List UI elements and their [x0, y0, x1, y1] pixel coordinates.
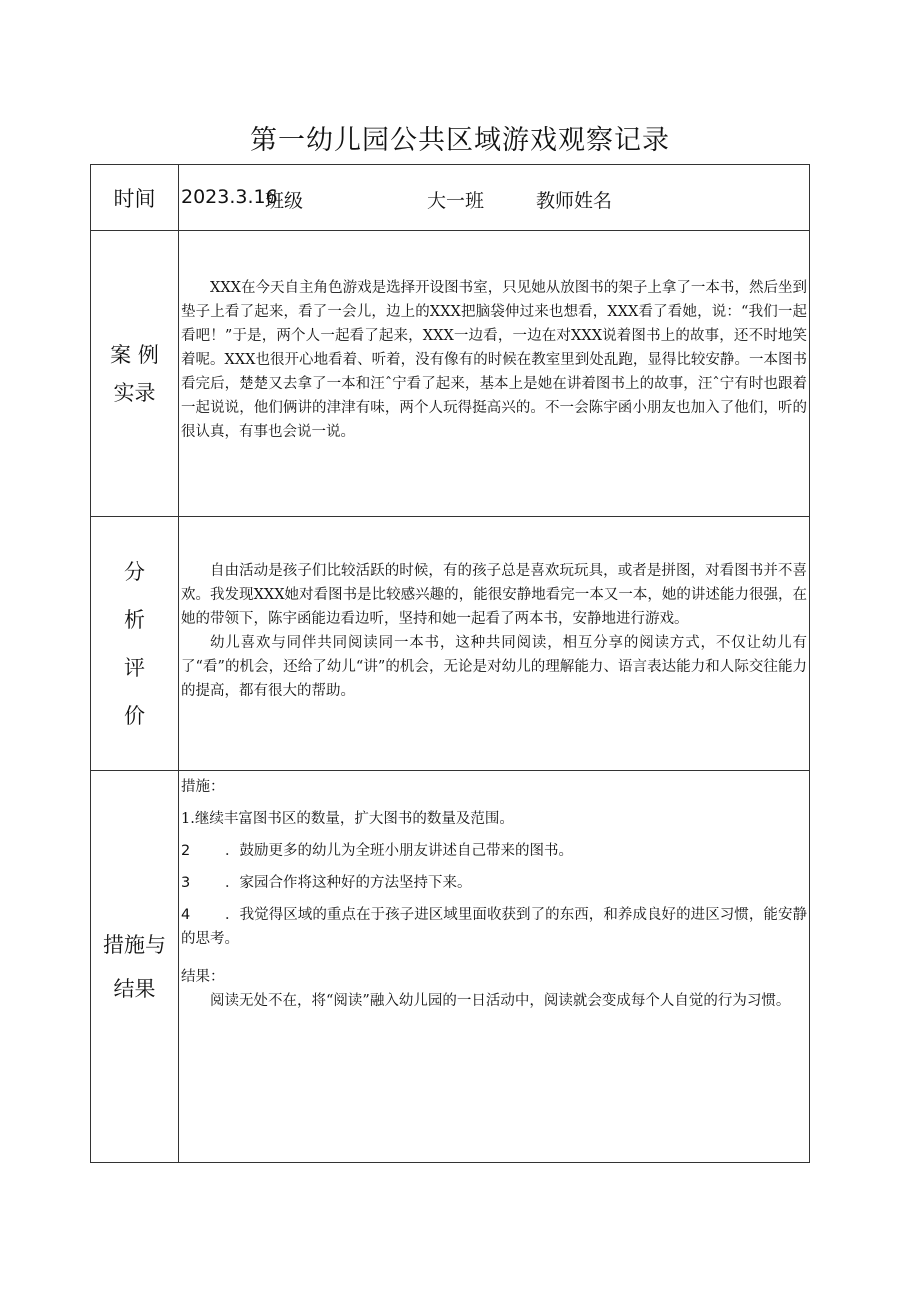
observation-record-table	[90, 164, 810, 1163]
class-value: 大一班	[427, 190, 485, 212]
page-title: 第一幼儿园公共区域游戏观察记录	[250, 125, 670, 156]
analysis-label	[91, 517, 179, 771]
case-row	[91, 231, 810, 517]
analysis-label-char: 评	[124, 655, 145, 680]
measure-number: 3	[181, 875, 191, 891]
analysis-label-char: 价	[124, 703, 145, 728]
time-label: 时间	[91, 165, 179, 231]
case-text: XXX在今天自主角色游戏是选择开设图书室，只见她从放图书的架子上拿了一本书，然后坐到垫子上看了起来，看了一会儿，边上的XXX把脑袋伸过来也想看，XXX看了看她，说：“我们一起看吧！”于是，两个人一起看了起来，XXX一边看，一边在对XXX说着图书上的故事，还不时地笑着呢。XXX也很开心地看着、听着，没有像有的时候在教室里到处乱跑，显得比较安静。一本图书看完后，楚楚又去拿了一本和汪ˆ宁看了起来，基本上是她在讲着图书上的故事，汪ˆ宁有时也跟着一起说说，他们俩讲的津津有味，两个人玩得挺高兴的。不一会陈宇函小朋友也加入了他们，听的很认真，有事也会说一说。	[181, 280, 807, 440]
date-value: 2023.3.16	[181, 186, 278, 208]
analysis-paragraph-1: 自由活动是孩子们比较活跃的时候，有的孩子总是喜欢玩玩具，或者是拼图，对看图书并不喜欢。我发现XXX她对看图书是比较感兴趣的，能很安静地看完一本又一本，她的讲述能力很强，在她的带领下，陈宇函能边看边听，坚持和她一起看了两本书，安静地进行游戏。	[181, 563, 807, 627]
analysis-label-char: 分	[124, 559, 145, 584]
measure-text: ．鼓励更多的幼儿为全班小朋友讲述自己带来的图书。	[225, 843, 573, 859]
result-heading: 结果：	[181, 969, 225, 985]
measure-number: 4	[181, 907, 191, 923]
measures-content-cell	[179, 771, 810, 1163]
measure-item-1: 1.继续丰富图书区的数量，扩大图书的数量及范围。	[181, 811, 514, 827]
measure-item-4	[181, 903, 807, 951]
measures-row	[91, 771, 810, 1163]
measure-item-2	[181, 839, 807, 863]
measure-text: ．家园合作将这种好的方法坚持下来。	[225, 875, 472, 891]
analysis-row	[91, 517, 810, 771]
measures-label-line2: 结果	[113, 976, 156, 1001]
header-row	[91, 165, 810, 231]
measure-text: ．我觉得区域的重点在于孩子进区域里面收获到了的东西，和养成良好的进区习惯，能安静的思考。	[181, 907, 807, 947]
result-text: 阅读无处不在，将“阅读”融入幼儿园的一日活动中，阅读就会变成每个人自觉的行为习惯。	[210, 993, 791, 1009]
measures-label	[91, 771, 179, 1163]
measure-item-3	[181, 871, 807, 895]
measure-number: 2	[181, 843, 191, 859]
class-label: 班级	[265, 190, 304, 212]
header-content-cell	[179, 165, 810, 231]
case-label-line1: 案 例	[110, 342, 159, 367]
case-label	[91, 231, 179, 517]
teacher-name-label: 教师姓名	[536, 190, 613, 212]
analysis-label-char: 析	[124, 607, 145, 632]
measures-label-line1: 措施与	[103, 932, 166, 957]
case-label-line2: 实录	[113, 380, 156, 405]
measures-heading: 措施：	[181, 779, 225, 795]
case-content-cell	[179, 231, 810, 517]
analysis-paragraph-2: 幼儿喜欢与同伴共同阅读同一本书，这种共同阅读，相互分享的阅读方式，不仅让幼儿有了“看”的机会，还给了幼儿“讲”的机会，无论是对幼儿的理解能力、语言表达能力和人际交往能力的提高，都有很大的帮助。	[181, 635, 807, 699]
analysis-content-cell	[179, 517, 810, 771]
